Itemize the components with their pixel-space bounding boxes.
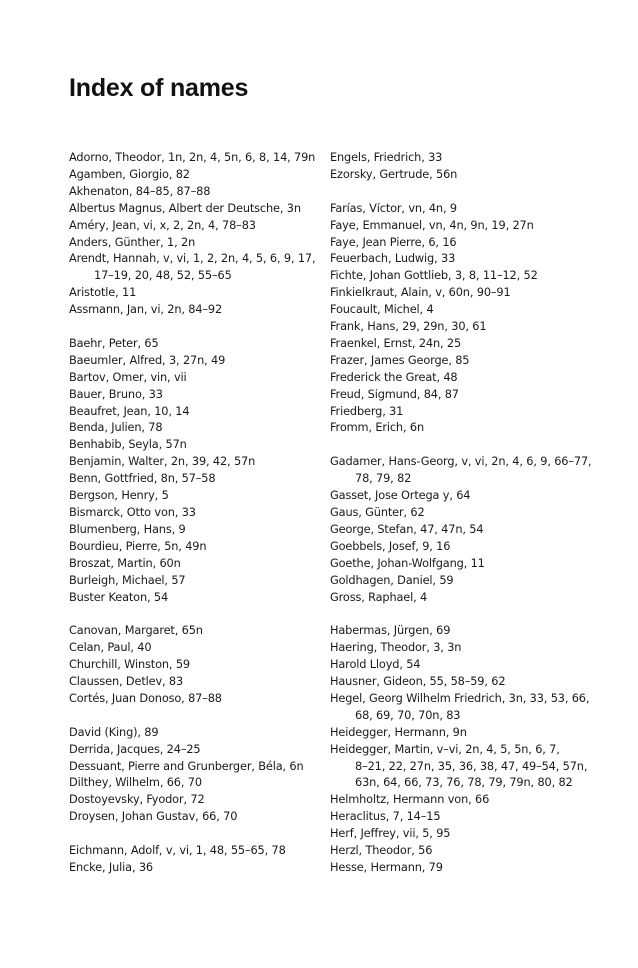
index-entry-text: Bourdieu, Pierre, 5n, 49n xyxy=(69,538,207,553)
index-entry xyxy=(330,825,620,842)
index-entry xyxy=(69,284,324,301)
index-entry-text: Baehr, Peter, 65 xyxy=(69,335,159,350)
index-entry-text: Agamben, Giorgio, 82 xyxy=(69,166,190,181)
index-entry xyxy=(330,166,620,183)
index-entry xyxy=(330,808,620,825)
index-entry xyxy=(330,504,620,521)
index-entry-text: Celan, Paul, 40 xyxy=(69,640,152,655)
index-entry xyxy=(69,622,324,639)
index-entry-continuation: 78, 79, 82 xyxy=(355,471,412,486)
index-entry xyxy=(69,758,324,775)
index-entry-text: Fromm, Erich, 6n xyxy=(330,420,424,435)
index-entry-text: Aristotle, 11 xyxy=(69,285,137,300)
index-entry xyxy=(330,791,620,808)
index-entry xyxy=(69,724,324,741)
index-entry xyxy=(69,217,324,234)
index-entry xyxy=(330,419,620,436)
index-entry-text: Derrida, Jacques, 24–25 xyxy=(69,741,201,756)
index-entry-text: Benhabib, Seyla, 57n xyxy=(69,437,187,452)
index-entry-text: Freud, Sigmund, 84, 87 xyxy=(330,386,459,401)
index-column-right xyxy=(330,149,620,893)
index-letter-group xyxy=(69,149,324,318)
index-entry-text: Hausner, Gideon, 55, 58–59, 62 xyxy=(330,674,506,689)
index-letter-group xyxy=(69,622,324,707)
index-entry xyxy=(330,149,620,166)
index-entry-text: Droysen, Johan Gustav, 66, 70 xyxy=(69,809,238,824)
index-entry-text: Arendt, Hannah, v, vi, 1, 2, 2n, 4, 5, 6, 9, 17, xyxy=(69,251,316,266)
index-entry-text: Engels, Friedrich, 33 xyxy=(330,150,443,164)
index-entry-text: Benda, Julien, 78 xyxy=(69,420,163,435)
index-entry-text: Broszat, Martin, 60n xyxy=(69,555,181,570)
index-entry xyxy=(330,352,620,369)
index-entry-text: Anders, Günther, 1, 2n xyxy=(69,234,196,249)
index-entry xyxy=(330,301,620,318)
index-entry-text: Améry, Jean, vi, x, 2, 2n, 4, 78–83 xyxy=(69,217,256,232)
index-entry-text: Helmholtz, Hermann von, 66 xyxy=(330,792,490,807)
index-entry-text: Cortés, Juan Donoso, 87–88 xyxy=(69,690,222,705)
index-entry-text: Haering, Theodor, 3, 3n xyxy=(330,640,462,655)
index-entry-text: Burleigh, Michael, 57 xyxy=(69,572,186,587)
index-entry xyxy=(69,419,324,436)
index-entry xyxy=(69,808,324,825)
index-entry xyxy=(69,301,324,318)
index-entry-text: Gross, Raphael, 4 xyxy=(330,589,428,604)
index-entry xyxy=(69,572,324,589)
index-entry xyxy=(330,284,620,301)
index-letter-group xyxy=(69,724,324,825)
index-entry xyxy=(330,318,620,335)
index-entry-text: Fraenkel, Ernst, 24n, 25 xyxy=(330,335,462,350)
index-entry-text: Faye, Jean Pierre, 6, 16 xyxy=(330,234,457,249)
index-entry-text: Beaufret, Jean, 10, 14 xyxy=(69,403,190,418)
index-entry xyxy=(69,639,324,656)
index-entry xyxy=(69,470,324,487)
index-entry xyxy=(69,589,324,606)
index-letter-group xyxy=(330,149,620,183)
index-entry-text: Heidegger, Hermann, 9n xyxy=(330,724,467,739)
index-entry-text: Foucault, Michel, 4 xyxy=(330,302,434,317)
index-entry xyxy=(330,335,620,352)
index-entry xyxy=(69,774,324,791)
index-entry xyxy=(330,538,620,555)
index-entry-text: David (King), 89 xyxy=(69,724,159,739)
index-entry-text: Frank, Hans, 29, 29n, 30, 61 xyxy=(330,319,487,334)
index-entry xyxy=(69,234,324,251)
index-entry-text: Akhenaton, 84–85, 87–88 xyxy=(69,183,211,198)
index-entry-text: Dessuant, Pierre and Grunberger, Béla, 6n xyxy=(69,758,304,773)
index-entry xyxy=(330,403,620,420)
index-entry-text: Claussen, Detlev, 83 xyxy=(69,674,184,689)
index-entry xyxy=(69,250,324,284)
index-entry xyxy=(330,656,620,673)
index-entry xyxy=(69,166,324,183)
index-entry-continuation: 68, 69, 70, 70n, 83 xyxy=(355,707,461,722)
index-entry xyxy=(330,234,620,251)
index-entry xyxy=(69,521,324,538)
index-entry-text: Churchill, Winston, 59 xyxy=(69,657,190,672)
index-entry xyxy=(69,504,324,521)
index-entry xyxy=(330,267,620,284)
index-entry-text: Faye, Emmanuel, vn, 4n, 9n, 19, 27n xyxy=(330,217,534,232)
index-entry xyxy=(330,521,620,538)
index-entry-text: Baeumler, Alfred, 3, 27n, 49 xyxy=(69,352,226,367)
index-entry xyxy=(69,403,324,420)
index-letter-group xyxy=(69,842,324,876)
index-entry-text: Frederick the Great, 48 xyxy=(330,369,458,384)
index-entry xyxy=(330,673,620,690)
index-entry-text: Habermas, Jürgen, 69 xyxy=(330,623,451,638)
index-entry-text: Albertus Magnus, Albert der Deutsche, 3n xyxy=(69,200,301,215)
index-entry-text: Herf, Jeffrey, vii, 5, 95 xyxy=(330,826,451,841)
index-entry xyxy=(69,673,324,690)
index-entry xyxy=(330,217,620,234)
index-entry xyxy=(330,741,620,792)
index-entry xyxy=(330,453,620,487)
index-entry-text: Bartov, Omer, vin, vii xyxy=(69,369,187,384)
index-column-left xyxy=(69,149,324,893)
index-entry-text: Canovan, Margaret, 65n xyxy=(69,623,203,638)
index-entry-text: Dilthey, Wilhelm, 66, 70 xyxy=(69,775,202,790)
index-entry xyxy=(330,639,620,656)
index-entry-text: Gasset, Jose Ortega y, 64 xyxy=(330,488,471,503)
index-entry-text: Benn, Gottfried, 8n, 57–58 xyxy=(69,471,216,486)
index-entry xyxy=(69,453,324,470)
index-entry xyxy=(330,369,620,386)
index-entry xyxy=(69,352,324,369)
index-entry xyxy=(69,656,324,673)
index-entry xyxy=(69,369,324,386)
index-entry-text: George, Stefan, 47, 47n, 54 xyxy=(330,521,484,536)
index-entry-text: Friedberg, 31 xyxy=(330,403,404,418)
index-entry-continuation: 17–19, 20, 48, 52, 55–65 xyxy=(94,268,232,283)
index-entry xyxy=(69,791,324,808)
index-entry xyxy=(69,538,324,555)
index-entry-text: Dostoyevsky, Fyodor, 72 xyxy=(69,792,205,807)
index-entry-text: Feuerbach, Ludwig, 33 xyxy=(330,251,456,266)
index-entry-text: Gaus, Günter, 62 xyxy=(330,505,425,519)
index-entry-text: Hegel, Georg Wilhelm Friedrich, 3n, 33, 53, 66, xyxy=(330,690,590,705)
index-letter-group xyxy=(330,622,620,876)
index-entry xyxy=(69,487,324,504)
index-entry-text: Heidegger, Martin, v–vi, 2n, 4, 5, 5n, 6, 7, xyxy=(330,741,560,756)
index-entry xyxy=(69,386,324,403)
index-letter-group xyxy=(330,200,620,437)
index-entry xyxy=(69,842,324,859)
index-entry xyxy=(69,741,324,758)
index-entry-text: Encke, Julia, 36 xyxy=(69,860,153,874)
index-entry-text: Goebbels, Josef, 9, 16 xyxy=(330,538,451,553)
index-entry-text: Herzl, Theodor, 56 xyxy=(330,843,433,858)
index-entry-text: Fichte, Johan Gottlieb, 3, 8, 11–12, 52 xyxy=(330,268,538,283)
index-entry xyxy=(69,436,324,453)
index-entry-text: Harold Lloyd, 54 xyxy=(330,657,421,672)
index-entry-text: Hesse, Hermann, 79 xyxy=(330,860,443,875)
index-entry-text: Frazer, James George, 85 xyxy=(330,352,470,367)
index-entry-continuation: 63n, 64, 66, 73, 76, 78, 79, 79n, 80, 82 xyxy=(355,775,573,790)
index-entry xyxy=(330,859,620,876)
index-letter-group xyxy=(69,335,324,606)
index-entry-text: Buster Keaton, 54 xyxy=(69,589,169,604)
index-entry-text: Adorno, Theodor, 1n, 2n, 4, 5n, 6, 8, 14, 79n xyxy=(69,150,316,164)
index-entry-text: Assmann, Jan, vi, 2n, 84–92 xyxy=(69,302,223,317)
index-entry-text: Eichmann, Adolf, v, vi, 1, 48, 55–65, 78 xyxy=(69,843,286,858)
index-entry xyxy=(69,859,324,876)
index-entry-text: Goldhagen, Daniel, 59 xyxy=(330,572,454,587)
index-entry xyxy=(330,200,620,217)
index-entry xyxy=(330,250,620,267)
index-entry xyxy=(330,487,620,504)
index-entry-text: Goethe, Johan-Wolfgang, 11 xyxy=(330,555,485,570)
index-entry-text: Farías, Víctor, vn, 4n, 9 xyxy=(330,200,457,215)
index-entry-text: Ezorsky, Gertrude, 56n xyxy=(330,166,458,181)
index-entry xyxy=(69,690,324,707)
index-entry xyxy=(330,555,620,572)
index-entry-text: Benjamin, Walter, 2n, 39, 42, 57n xyxy=(69,454,256,469)
index-entry xyxy=(330,690,620,724)
index-entry xyxy=(69,183,324,200)
index-entry xyxy=(69,555,324,572)
index-entry-text: Heraclitus, 7, 14–15 xyxy=(330,809,441,824)
index-entry-text: Bismarck, Otto von, 33 xyxy=(69,505,196,520)
index-letter-group xyxy=(330,453,620,605)
index-entry xyxy=(69,335,324,352)
index-entry xyxy=(330,589,620,606)
index-entry-text: Blumenberg, Hans, 9 xyxy=(69,521,186,536)
index-entry-text: Bergson, Henry, 5 xyxy=(69,488,169,503)
index-entry xyxy=(330,622,620,639)
index-entry-text: Gadamer, Hans-Georg, v, vi, 2n, 4, 6, 9, 66–77, xyxy=(330,454,592,469)
page-title: Index of names xyxy=(69,74,249,102)
index-entry xyxy=(330,386,620,403)
index-entry xyxy=(330,724,620,741)
index-entry-text: Finkielkraut, Alain, v, 60n, 90–91 xyxy=(330,285,511,300)
index-entry-text: Bauer, Bruno, 33 xyxy=(69,386,163,401)
index-entry-continuation: 8–21, 22, 27n, 35, 36, 38, 47, 49–54, 57n, xyxy=(355,758,588,773)
index-entry xyxy=(69,149,324,166)
index-entry xyxy=(69,200,324,217)
index-entry xyxy=(330,842,620,859)
index-entry xyxy=(330,572,620,589)
